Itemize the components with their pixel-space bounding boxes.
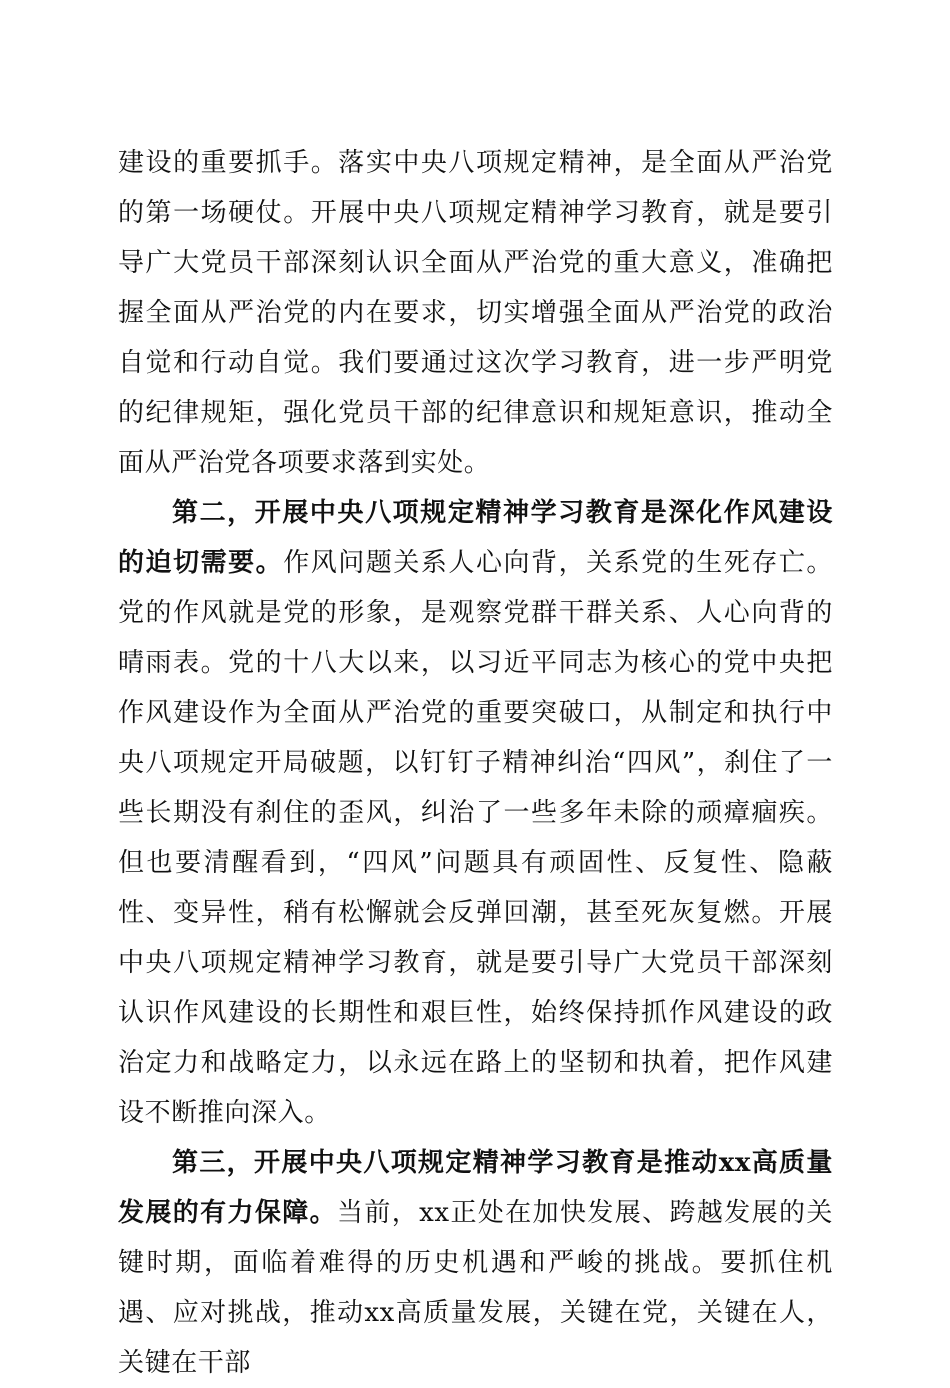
paragraph-continuation <box>118 138 833 488</box>
paragraph-body: 作风问题关系人心向背，关系党的生死存亡。党的作风就是党的形象，是观察党群干群关系、人心向背的晴雨表。党的十八大以来，以习近平同志为核心的党中央把作风建设作为全面从严治党的重要突破口，从制定和执行中央八项规定开局破题，以钉钉子精神纠治“四风”，刹住了一些长期没有刹住的歪风，纠治了一些多年未除的顽瘴痼疾。但也要清醒看到，“四风”问题具有顽固性、反复性、隐蔽性、变异性，稍有松懈就会反弹回潮，甚至死灰复燃。开展中央八项规定精神学习教育，就是要引导广大党员干部深刻认识作风建设的长期性和艰巨性，始终保持抓作风建设的政治定力和战略定力，以永远在路上的坚韧和执着，把作风建设不断推向深入。 <box>118 548 833 1128</box>
paragraph-body: 建设的重要抓手。落实中央八项规定精神，是全面从严治党的第一场硬仗。开展中央八项规定精神学习教育，就是要引导广大党员干部深刻认识全面从严治党的重大意义，准确把握全面从严治党的内在要求，切实增强全面从严治党的政治自觉和行动自觉。我们要通过这次学习教育，进一步严明党的纪律规矩，强化党员干部的纪律意识和规矩意识，推动全面从严治党各项要求落到实处。 <box>118 148 833 478</box>
paragraph-heading: 第二，开展中央八项规定精神学习教育是深化作风建设的迫切需要。 <box>118 498 833 578</box>
document-page <box>118 138 833 1388</box>
paragraph-third-point <box>118 1138 833 1388</box>
paragraph-body: 当前，xx正处在加快发展、跨越发展的关键时期，面临着难得的历史机遇和严峻的挑战。要抓住机遇、应对挑战，推动xx高质量发展，关键在党，关键在人，关键在干部 <box>118 1198 833 1378</box>
paragraph-heading: 第三，开展中央八项规定精神学习教育是推动xx高质量发展的有力保障。 <box>118 1148 833 1228</box>
paragraph-second-point <box>118 488 833 1138</box>
